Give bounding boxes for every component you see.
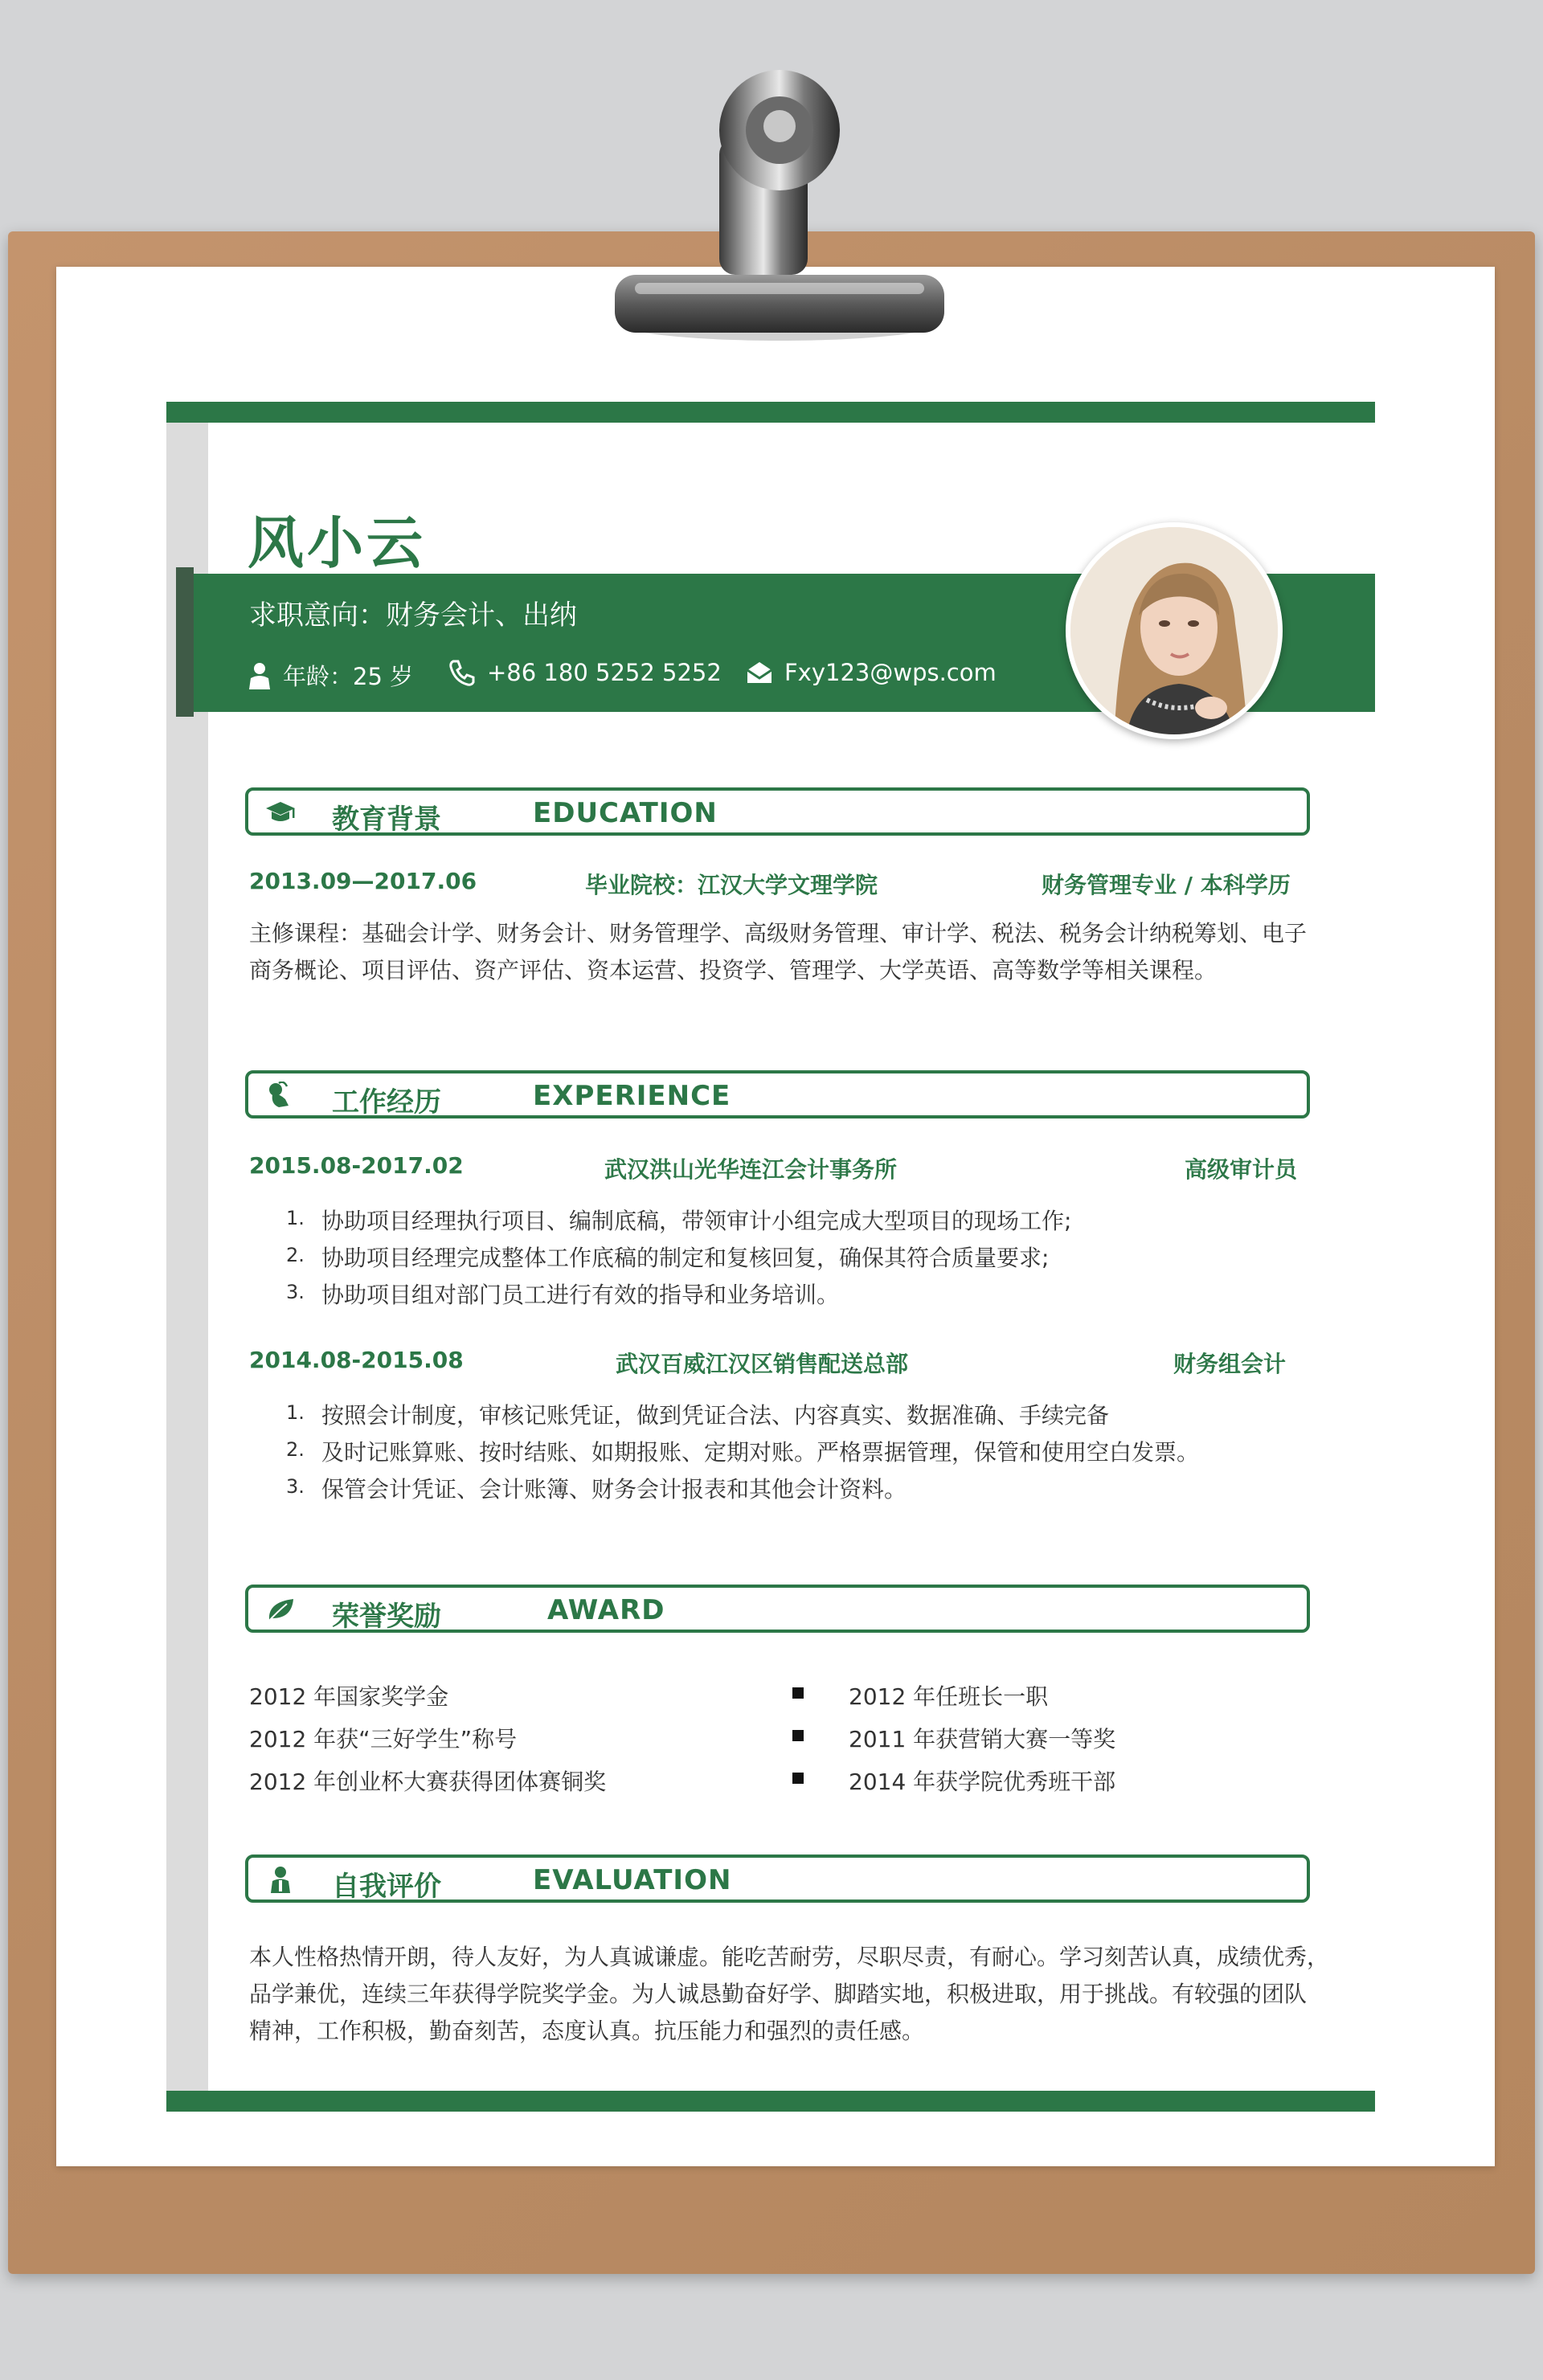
portrait-illustration: [1070, 527, 1278, 734]
job-period: 2015.08-2017.02: [249, 1152, 464, 1179]
evaluation-text: 精神，工作积极，勤奋刻苦，态度认真。抗压能力和强烈的责任感。: [249, 2018, 925, 2044]
list-number: 3.: [286, 1281, 305, 1303]
job-duty: 协助项目经理完成整体工作底稿的制定和复核回复，确保其符合质量要求;: [321, 1245, 1050, 1271]
section-title-en: EVALUATION: [533, 1864, 732, 1896]
education-period: 2013.09—2017.06: [249, 868, 477, 894]
bullet-square-icon: [792, 1730, 804, 1741]
bullet-square-icon: [792, 1687, 804, 1699]
job-duty: 保管会计凭证、会计账簿、财务会计报表和其他会计资料。: [321, 1476, 907, 1503]
age-contact: [248, 659, 413, 692]
evaluation-text: 品学兼优，连续三年获得学院奖学金。为人诚恳勤奋好学、脚踏实地，积极进取，用于挑战。有较强的团队: [249, 1981, 1308, 2007]
section-title-en: AWARD: [547, 1594, 665, 1626]
email-contact: [746, 659, 997, 686]
leaf-icon: [264, 1596, 297, 1623]
section-title-zh: 自我评价: [332, 1871, 441, 1903]
bullet-square-icon: [792, 1773, 804, 1784]
list-number: 1.: [286, 1207, 305, 1229]
section-title-zh: 教育背景: [332, 804, 441, 836]
graduation-cap-icon: [264, 799, 297, 826]
section-title-zh: 工作经历: [332, 1086, 441, 1118]
award-item: 2014 年获学院优秀班干部: [849, 1769, 1116, 1795]
job-company: 武汉百威江汉区销售配送总部: [616, 1351, 909, 1377]
job-duty: 按照会计制度，审核记账凭证，做到凭证合法、内容真实、数据准确、手续完备: [321, 1402, 1110, 1429]
job-role: 高级审计员: [1185, 1156, 1298, 1183]
award-item: 2012 年国家奖学金: [249, 1683, 449, 1710]
job-duty: 及时记账算账、按时结账、如期报账、定期对账。严格票据管理，保管和使用空白发票。: [321, 1439, 1200, 1466]
job-company: 武汉洪山光华连江会计事务所: [604, 1156, 898, 1183]
bottom-accent-bar: [166, 2091, 1375, 2112]
job-duty: 协助项目组对部门员工进行有效的指导和业务培训。: [321, 1282, 840, 1308]
section-header-education: [245, 787, 1310, 836]
email-text[interactable]: Fxy123@wps.com: [784, 659, 997, 686]
person-icon: [248, 662, 272, 689]
job-duty: 协助项目经理执行项目、编制底稿，带领审计小组完成大型项目的现场工作;: [321, 1208, 1072, 1234]
phone-contact: [448, 659, 722, 686]
header-accent: [176, 567, 194, 717]
education-courses-cont: 商务概论、项目评估、资产评估、资本运营、投资学、管理学、大学英语、高等数学等相关课程。: [249, 957, 1218, 983]
candidate-name: 风小云: [248, 510, 426, 576]
education-courses: 主修课程：基础会计学、财务会计、财务管理学、高级财务管理、审计学、税法、税务会计纳税筹划、电子: [249, 920, 1308, 947]
avatar: [1066, 522, 1283, 739]
person-icon: [264, 1866, 297, 1893]
award-item: 2012 年创业杯大赛获得团体赛铜奖: [249, 1769, 607, 1795]
section-header-award: [245, 1585, 1310, 1633]
evaluation-text: 本人性格热情开朗，待人友好，为人真诚谦虚。能吃苦耐劳，尽职尽责，有耐心。学习刻苦认真，成绩优秀，: [249, 1944, 1330, 1970]
award-item: 2011 年获营销大赛一等奖: [849, 1726, 1116, 1752]
section-title-en: EXPERIENCE: [533, 1080, 731, 1112]
award-item: 2012 年获“三好学生”称号: [249, 1726, 518, 1752]
mail-icon: [746, 660, 773, 685]
job-role: 财务组会计: [1173, 1351, 1287, 1377]
job-intent: 求职意向：财务会计、出纳: [249, 599, 577, 632]
list-number: 3.: [286, 1475, 305, 1498]
award-item: 2012 年任班长一职: [849, 1683, 1049, 1710]
section-header-experience: [245, 1070, 1310, 1118]
section-title-zh: 荣誉奖励: [332, 1601, 441, 1633]
age-text: 年龄：25 岁: [283, 663, 414, 690]
phone-icon: [448, 659, 476, 686]
mouse-hand-icon: [264, 1082, 297, 1109]
top-accent-bar: [166, 402, 1375, 423]
job-period: 2014.08-2015.08: [249, 1347, 464, 1373]
education-major: 财务管理专业 / 本科学历: [1042, 872, 1291, 898]
section-title-en: EDUCATION: [533, 797, 718, 829]
section-header-evaluation: [245, 1855, 1310, 1903]
education-school: 毕业院校：江汉大学文理学院: [585, 872, 878, 898]
phone-text[interactable]: +86 180 5252 5252: [487, 659, 722, 686]
list-number: 1.: [286, 1401, 305, 1424]
list-number: 2.: [286, 1244, 305, 1266]
binder-clip-icon: [579, 50, 948, 355]
list-number: 2.: [286, 1438, 305, 1461]
